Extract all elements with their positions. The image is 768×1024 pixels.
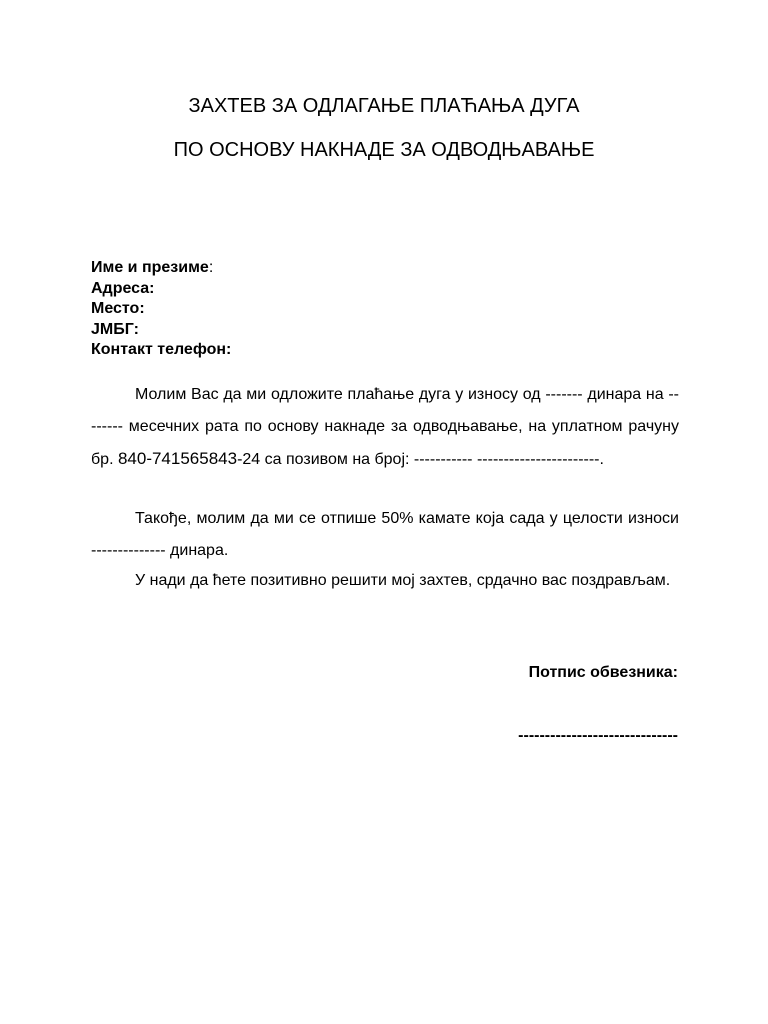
name-colon: :: [208, 259, 214, 276]
interest-writeoff-paragraph: Такође, молим да ми се отпише 50% камате која сада у целости износи -------------- динара.: [91, 510, 679, 559]
document-title-line-1: ЗАХТЕВ ЗА ОДЛАГАЊЕ ПЛАЋАЊА ДУГА: [188, 95, 580, 117]
place-label: Место:: [91, 300, 145, 317]
address-label: Адреса:: [91, 279, 155, 297]
request-text-part-1: Молим Вас да ми одложите плаћање дуга у износу од ------- динара на -------- месечних рата по основу накнаде за одводњавање, на уплатном рачуну бр.: [91, 386, 679, 468]
jmbg-label: ЈМБГ:: [91, 320, 139, 338]
account-number: 840-741565843: [117, 449, 238, 468]
signature-label: Потпис обвезника:: [528, 664, 678, 681]
phone-label: Контакт телефон:: [91, 341, 232, 358]
request-paragraph: [91, 379, 679, 476]
name-label: Име и презиме: [91, 259, 209, 276]
document-title-line-2: ПО ОСНОВУ НАКНАДЕ ЗА ОДВОДЊАВАЊЕ: [173, 139, 595, 161]
signature-line: ------------------------------: [518, 727, 678, 744]
applicant-fields: [91, 258, 679, 361]
closing-paragraph: У нади да ћете позитивно решити мој захтев, срдачно вас поздрављам.: [135, 572, 671, 589]
request-text-part-2: -24 са позивом на број: ----------- -----------------------.: [237, 451, 604, 468]
name-field: [91, 258, 679, 279]
